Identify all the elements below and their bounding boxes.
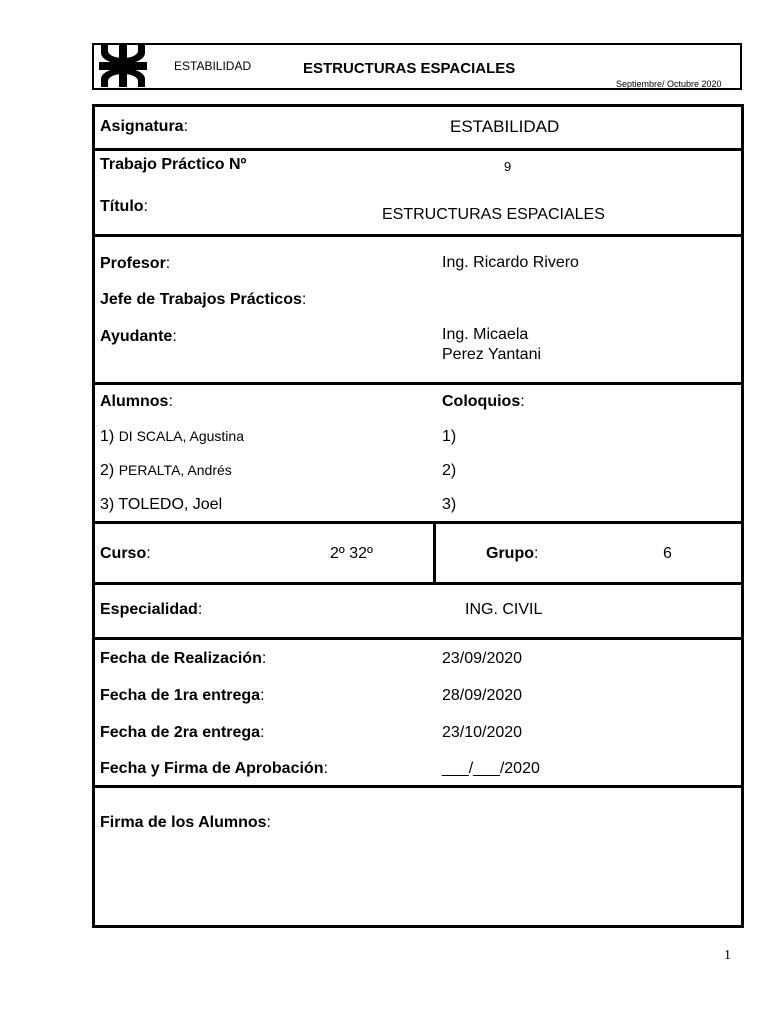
coloquio-item: 2) [442,462,457,479]
especialidad-value: ING. CIVIL [465,601,543,618]
fecha-realizacion-label: Fecha de Realización: [100,650,267,667]
main-form-box [92,104,744,928]
titulo-label: Título: [100,198,148,215]
utn-logo-icon [97,43,149,89]
ayudante-label: Ayudante: [100,328,177,345]
especialidad-label: Especialidad: [100,601,203,618]
fecha-aprobacion-value: ___/___/2020 [442,760,540,777]
ayudante-value-line1: Ing. Micaela [442,326,529,343]
jtp-label: Jefe de Trabajos Prácticos: [100,291,307,308]
alumno-item: 1) DI SCALA, Agustina [100,428,244,445]
fecha-1ra-entrega-value: 28/09/2020 [442,687,523,704]
alumno-item: 2) PERALTA, Andrés [100,462,232,479]
divider [92,785,744,788]
page-number: 1 [724,948,731,963]
trabajo-practico-value: 9 [504,159,512,174]
divider [92,148,744,151]
coloquio-item: 1) [442,428,457,445]
fecha-2ra-entrega-value: 23/10/2020 [442,724,523,741]
divider [92,234,744,237]
curso-value: 2º 32º [330,545,373,562]
grupo-label: Grupo: [486,545,539,562]
header-subject: ESTABILIDAD [174,59,252,73]
header-date: Septiembre/ Octubre 2020 [616,79,722,89]
alumno-item: 3) TOLEDO, Joel [100,496,223,513]
fecha-2ra-entrega-label: Fecha de 2ra entrega: [100,724,265,741]
coloquio-item: 3) [442,496,457,513]
titulo-value: ESTRUCTURAS ESPACIALES [382,206,605,223]
coloquios-label: Coloquios: [442,393,525,410]
asignatura-value: ESTABILIDAD [450,117,560,136]
profesor-value: Ing. Ricardo Rivero [442,254,579,271]
divider [92,637,744,640]
fecha-aprobacion-label: Fecha y Firma de Aprobación: [100,760,328,777]
header-title: ESTRUCTURAS ESPACIALES [303,60,516,77]
divider-vertical [433,521,436,584]
alumnos-label: Alumnos: [100,393,173,410]
divider [92,382,744,385]
fecha-realizacion-value: 23/09/2020 [442,650,523,667]
divider [92,521,744,524]
divider [92,582,744,585]
asignatura-label: Asignatura: [100,118,189,135]
ayudante-value-line2: Perez Yantani [442,346,542,363]
trabajo-practico-label: Trabajo Práctico Nº [100,156,247,173]
profesor-label: Profesor: [100,255,171,272]
firma-alumnos-label: Firma de los Alumnos: [100,814,271,831]
fecha-1ra-entrega-label: Fecha de 1ra entrega: [100,687,265,704]
grupo-value: 6 [663,545,672,562]
curso-label: Curso: [100,545,151,562]
